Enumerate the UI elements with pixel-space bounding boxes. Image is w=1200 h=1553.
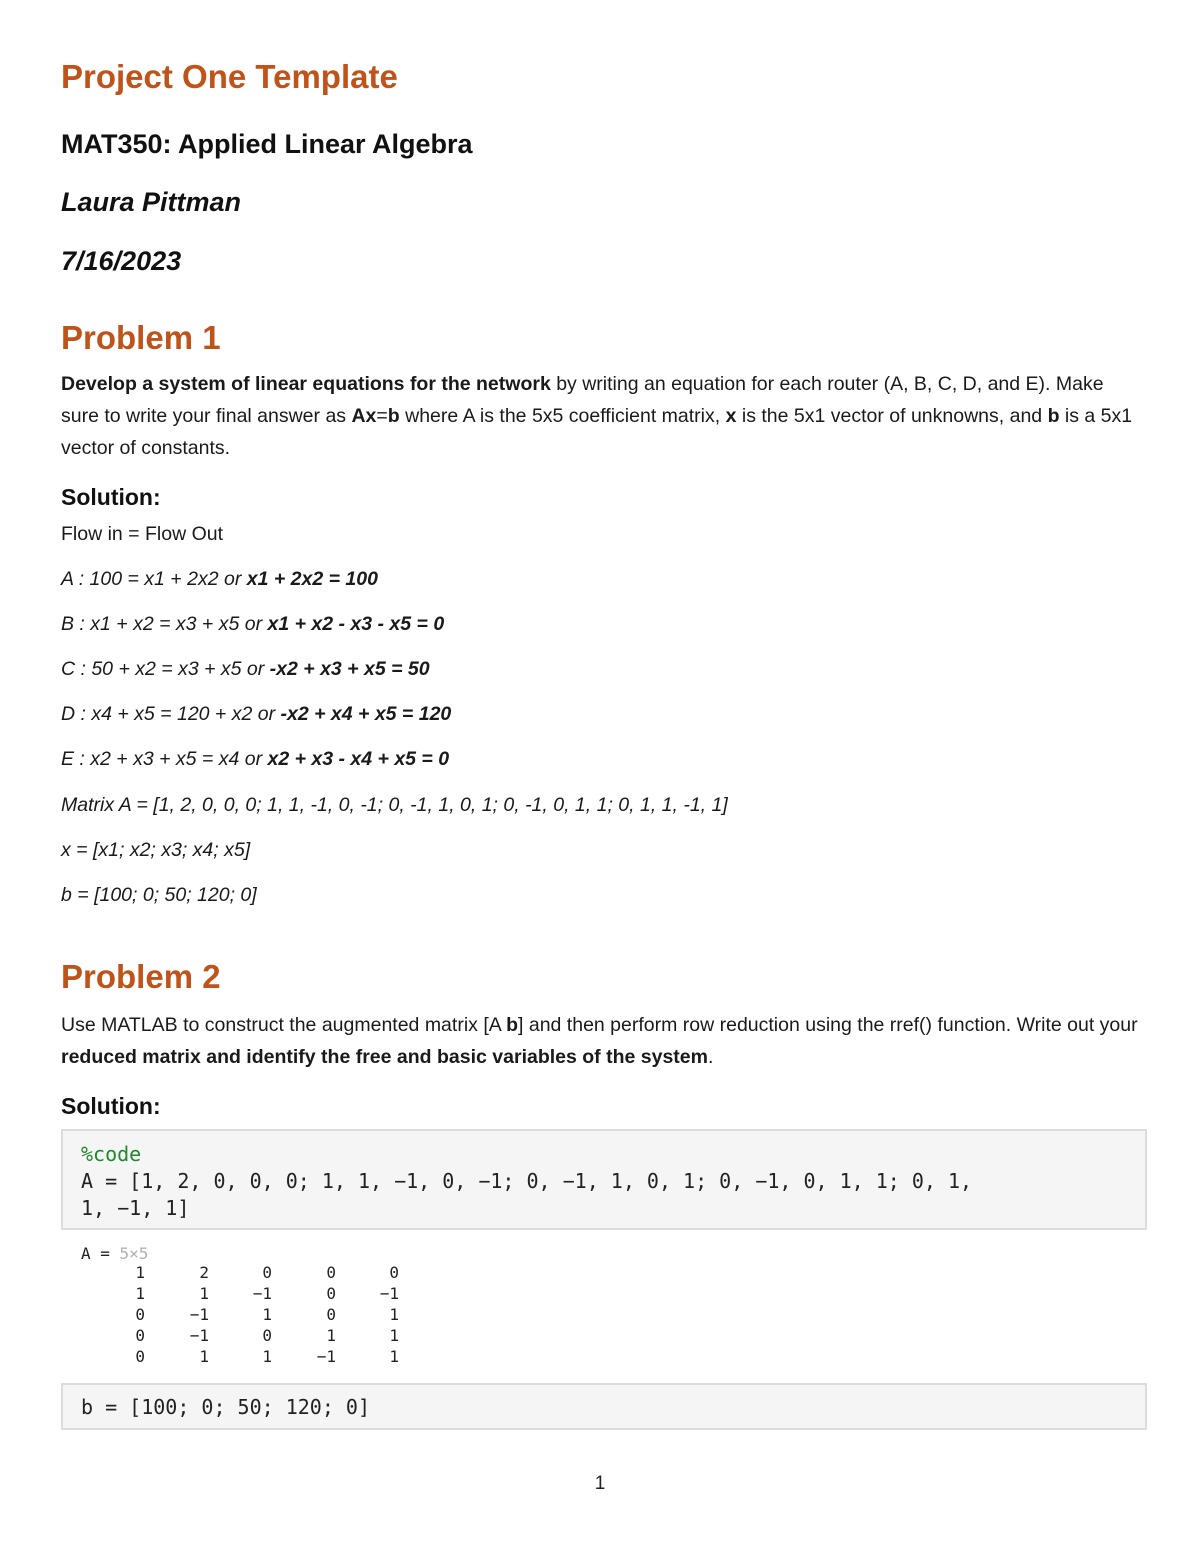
matrix-cell: 1 bbox=[389, 1305, 399, 1324]
equation-lhs: D : x4 + x5 = 120 + x2 or bbox=[61, 703, 281, 725]
document-title: Project One Template bbox=[61, 58, 398, 95]
equation-e bbox=[61, 748, 449, 771]
b-vector-statement: b = [100; 0; 50; 120; 0] bbox=[61, 884, 257, 906]
matrix-cell: 0 bbox=[135, 1347, 145, 1366]
equation-lhs: A : 100 = x1 + 2x2 or bbox=[61, 568, 247, 590]
prompt-bold: Develop a system of linear equations for the network bbox=[61, 373, 551, 395]
prompt-b: b bbox=[387, 405, 400, 427]
course-title: MAT350: Applied Linear Algebra bbox=[61, 129, 473, 159]
matrix-cell: −1 bbox=[189, 1326, 209, 1345]
equation-rhs: x1 + x2 - x3 - x5 = 0 bbox=[267, 613, 445, 635]
equation-a bbox=[61, 568, 378, 591]
prompt-text: is the 5x1 vector of unknowns, and bbox=[736, 405, 1048, 427]
matrix-output bbox=[81, 1244, 399, 1368]
code-line: A = [1, 2, 0, 0, 0; 1, 1, −1, 0, −1; 0, −1, 1, 0, 1; 0, −1, 0, 1, 1; 0, 1, bbox=[81, 1169, 973, 1193]
prompt-ax: Ax bbox=[351, 405, 377, 427]
matrix-cell: 0 bbox=[262, 1263, 272, 1282]
matrix-row bbox=[81, 1347, 399, 1368]
matrix-row bbox=[81, 1284, 399, 1305]
prompt-b: b bbox=[1047, 405, 1060, 427]
prompt-text: by writing an equation for each router (A, B, C, D, and E). Make sure to write your final answer as bbox=[61, 373, 1104, 427]
matrix-cell: 1 bbox=[262, 1347, 272, 1366]
solution-label: Solution: bbox=[61, 484, 161, 510]
matrix-a-statement: Matrix A = [1, 2, 0, 0, 0; 1, 1, -1, 0, -1; 0, -1, 1, 0, 1; 0, -1, 0, 1, 1; 0, 1, 1, -1, 1] bbox=[61, 794, 728, 816]
matrix-row bbox=[81, 1305, 399, 1326]
matrix-cell: 1 bbox=[199, 1347, 209, 1366]
matrix-cell: 1 bbox=[389, 1347, 399, 1366]
code-block-vector-b[interactable] bbox=[61, 1383, 1147, 1430]
author-name: Laura Pittman bbox=[61, 187, 242, 217]
matrix-cell: −1 bbox=[189, 1305, 209, 1324]
prompt-text: Use MATLAB to construct the augmented matrix [ bbox=[61, 1014, 489, 1036]
output-size: 5×5 bbox=[119, 1244, 149, 1263]
equation-lhs: E : x2 + x3 + x5 = x4 or bbox=[61, 748, 268, 770]
output-matrix bbox=[81, 1263, 399, 1368]
prompt-text: is a 5x1 vector of constants. bbox=[61, 405, 1133, 459]
code-block-matrix-a[interactable] bbox=[61, 1129, 1147, 1230]
matrix-cell: −1 bbox=[252, 1284, 272, 1303]
prompt-b: b bbox=[506, 1014, 519, 1036]
prompt-text: ] and then perform row reduction using the rref() function. Write out your bbox=[518, 1014, 1138, 1036]
equation-lhs: B : x1 + x2 = x3 + x5 or bbox=[61, 613, 268, 635]
code-comment: %code bbox=[81, 1142, 142, 1166]
matrix-cell: 0 bbox=[389, 1263, 399, 1282]
prompt-x: x bbox=[725, 405, 737, 427]
problem-1-prompt bbox=[61, 368, 1141, 464]
x-vector-statement: x = [x1; x2; x3; x4; x5] bbox=[61, 839, 251, 861]
matrix-cell: 1 bbox=[262, 1305, 272, 1324]
matrix-cell: 1 bbox=[389, 1326, 399, 1345]
prompt-equals: = bbox=[376, 405, 388, 427]
matrix-cell: −1 bbox=[316, 1347, 336, 1366]
prompt-text: . bbox=[707, 1046, 714, 1068]
flow-statement: Flow in = Flow Out bbox=[61, 523, 224, 545]
matrix-cell: 1 bbox=[135, 1284, 145, 1303]
matrix-cell: 0 bbox=[135, 1326, 145, 1345]
prompt-a: A bbox=[488, 1014, 501, 1036]
equation-rhs: x1 + 2x2 = 100 bbox=[246, 568, 378, 590]
page-number: 1 bbox=[594, 1473, 606, 1494]
equation-rhs: -x2 + x4 + x5 = 120 bbox=[280, 703, 452, 725]
matrix-cell: −1 bbox=[379, 1284, 399, 1303]
matrix-row bbox=[81, 1263, 399, 1284]
matrix-cell: 0 bbox=[135, 1305, 145, 1324]
equation-c bbox=[61, 658, 430, 681]
document-date: 7/16/2023 bbox=[61, 246, 182, 276]
code-line: 1, −1, 1] bbox=[81, 1196, 190, 1220]
prompt-text: where A is the 5x5 coefficient matrix, bbox=[399, 405, 726, 427]
matrix-row bbox=[81, 1326, 399, 1347]
equation-rhs: x2 + x3 - x4 + x5 = 0 bbox=[267, 748, 450, 770]
code-line: b = [100; 0; 50; 120; 0] bbox=[81, 1395, 370, 1419]
prompt-bold: reduced matrix and identify the free and basic variables of the system bbox=[61, 1046, 708, 1068]
matrix-cell: 1 bbox=[326, 1326, 336, 1345]
solution-label: Solution: bbox=[61, 1093, 161, 1119]
matrix-cell: 2 bbox=[199, 1263, 209, 1282]
problem-1-heading: Problem 1 bbox=[61, 319, 221, 356]
output-label: A = bbox=[81, 1244, 120, 1263]
matrix-cell: 1 bbox=[199, 1284, 209, 1303]
matrix-cell: 0 bbox=[326, 1284, 336, 1303]
equation-lhs: C : 50 + x2 = x3 + x5 or bbox=[61, 658, 270, 680]
equation-d bbox=[61, 703, 451, 726]
matrix-cell: 0 bbox=[262, 1326, 272, 1345]
matrix-cell: 0 bbox=[326, 1305, 336, 1324]
matrix-cell: 1 bbox=[135, 1263, 145, 1282]
problem-2-prompt bbox=[61, 1009, 1141, 1073]
output-header bbox=[81, 1244, 148, 1263]
matrix-cell: 0 bbox=[326, 1263, 336, 1282]
equation-rhs: -x2 + x3 + x5 = 50 bbox=[269, 658, 430, 680]
equation-b bbox=[61, 613, 444, 636]
problem-2-heading: Problem 2 bbox=[61, 958, 221, 995]
